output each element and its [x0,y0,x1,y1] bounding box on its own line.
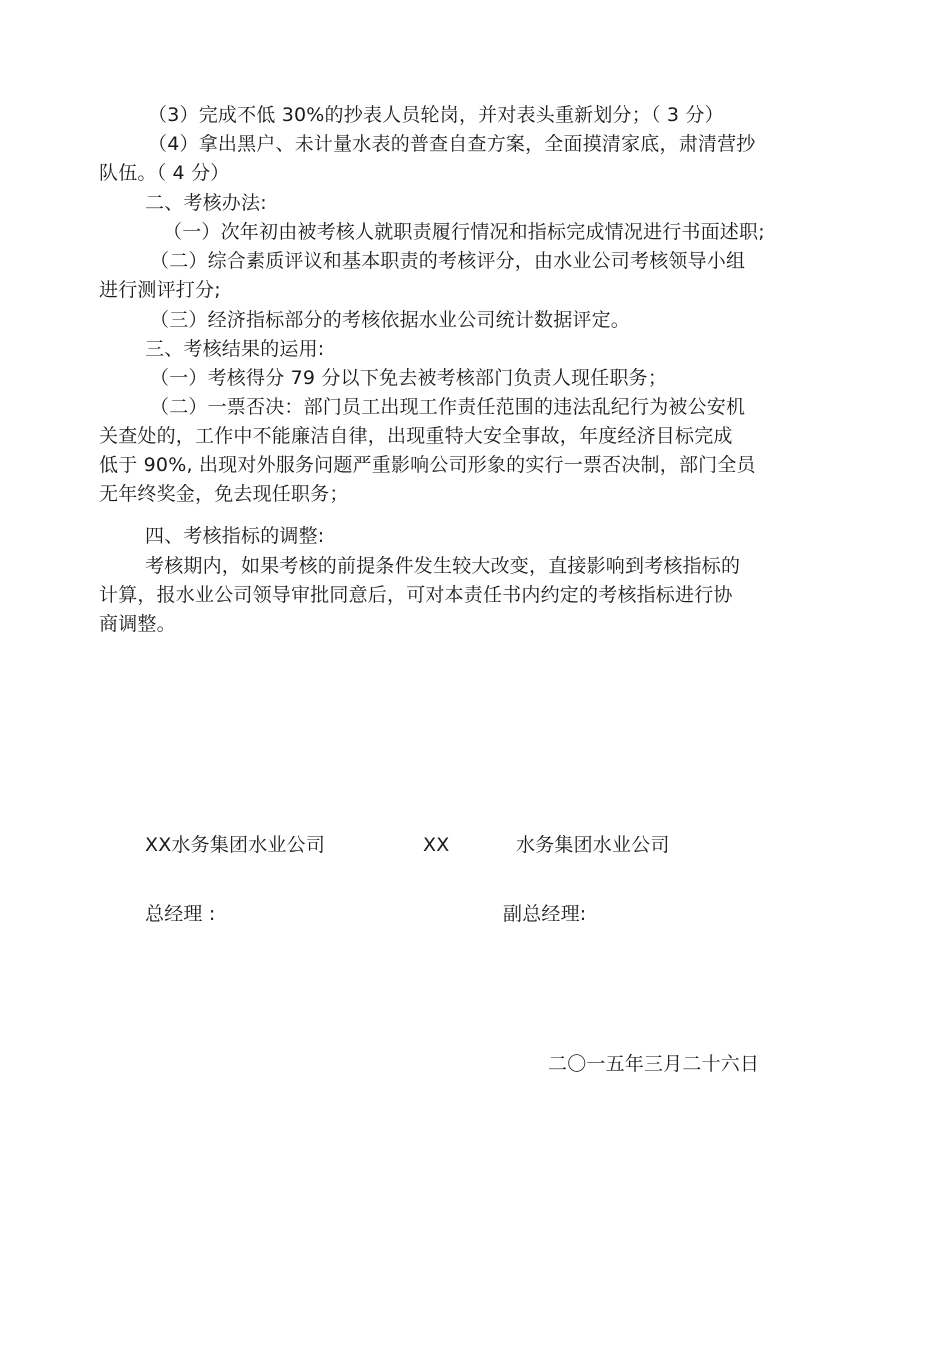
body-line-3: 队伍。（ 4 分） [99,162,230,184]
signature-left-company: XX水务集团水业公司 [145,834,326,856]
body-line-12: 关查处的，工作中不能廉洁自律，出现重特大安全事故，年度经济目标完成 [99,425,733,447]
body-line-2: （4）拿出黑户、未计量水表的普查自查方案，全面摸清家底，肃清营抄 [148,133,756,155]
body-line-5: （一）次年初由被考核人就职责履行情况和指标完成情况进行书面述职; [163,221,765,243]
signature-left-title: 总经理 : [145,903,216,925]
body-line-8: （三）经济指标部分的考核依据水业公司统计数据评定。 [150,309,631,331]
body-line-11: （二）一票否决：部门员工出现工作责任范围的违法乱纪行为被公安机 [150,396,746,418]
section-heading-results: 三、考核结果的运用: [145,338,325,360]
body-line-13: 低于 90%, 出现对外服务问题严重影响公司形象的实行一票否决制，部门全员 [99,454,756,476]
body-line-6: （二）综合素质评议和基本职责的考核评分，由水业公司考核领导小组 [150,250,746,272]
body-line-14: 无年终奖金，免去现任职务； [99,483,349,505]
signature-right-title: 副总经理: [503,903,587,925]
signature-right-company: 水务集团水业公司 [516,834,670,856]
body-line-7: 进行测评打分; [99,279,221,301]
body-line-1: （3）完成不低 30%的抄表人员轮岗，并对表头重新划分；（ 3 分） [148,104,724,126]
document-date: 二〇一五年三月二十六日 [548,1053,760,1075]
body-line-10: （一）考核得分 79 分以下免去被考核部门负责人现任职务； [150,367,668,389]
body-line-16: 考核期内，如果考核的前提条件发生较大改变，直接影响到考核指标的 [145,555,741,577]
body-line-17: 计算，报水业公司领导审批同意后，可对本责任书内约定的考核指标进行协 [99,584,733,606]
section-heading-adjustment: 四、考核指标的调整: [145,525,325,547]
body-line-18: 商调整。 [99,613,176,635]
signature-right-prefix: XX [423,834,450,856]
section-heading-methods: 二、考核办法: [145,192,267,214]
